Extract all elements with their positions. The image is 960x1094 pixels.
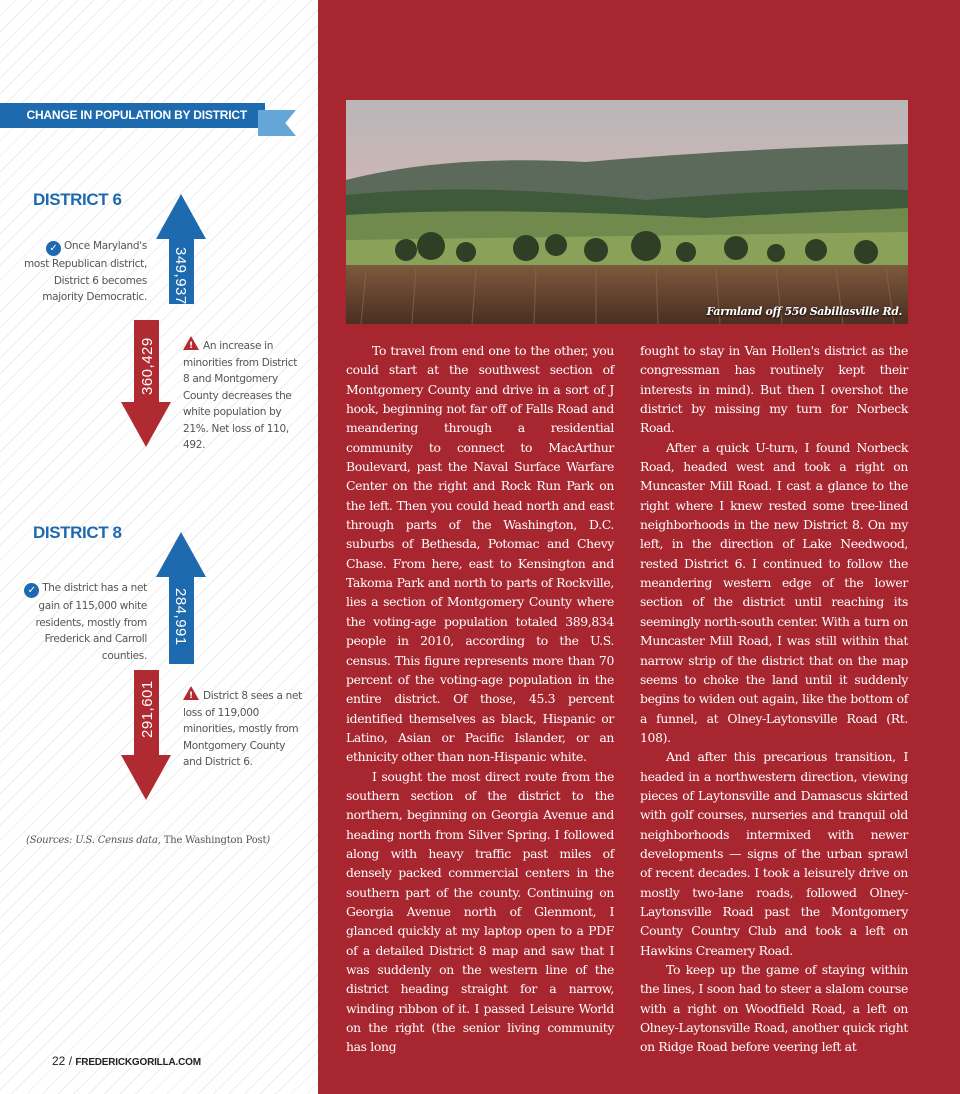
district-6-gain-note: [20, 238, 147, 306]
article-paragraph: And after this precarious transition, I headed in a northwestern direction, viewing pieces of Laytonsville and Damascus skirted with golf courses, nurseries and tranquil old neighborhoods intermixed with newer developments — signs of the urban sprawl of recent decades. I took a leisurely drive on mostly two-lane roads, followed Olney-Laytonsville Road past the Montgomery County Country Club and took a left on Hawkins Creamery Road.: [640, 749, 908, 958]
district-8-loss-value: 291,601: [139, 680, 156, 738]
district-6-gain-note-text: Once Maryland's most Republican district, District 6 becomes majority Democratic.: [23, 240, 147, 303]
article-paragraph: To travel from end one to the other, you could start at the southwest section of Montgomery County and drive in a sort of J hook, beginning not far off of Falls Road and meandering through a residential community to connect to MacArthur Boulevard, past the Naval Surface Warfare Center on the right and Rock Run Park on the left. Then you could head north and east through parts of the Washington, D.C. suburbs of Bethesda, Potomac and Chevy Chase. From here, east to Kensington and Takoma Park and north to parts of Rockville, lies a section of Montgomery County where the voting-age population totaled 389,834 people in 2010, according to the U.S. census. This figure represents more than 70 percent of the voting-age population in the entire district. Of those, 45.3 percent identified themselves as black, Hispanic or Latino, Asian or Pacific Islander, or an ethnicity other than non-Hispanic white.: [346, 343, 614, 765]
district-8-gain-value: 284,991: [172, 588, 189, 646]
district-6-title: DISTRICT 6: [33, 190, 122, 209]
farmland-photo: [346, 100, 908, 324]
article-paragraph: After a quick U-turn, I found Norbeck Road, headed west and took a right on Muncaster Mill Road. I cast a glance to the right where I knew rested some tree-lined neighborhoods in the new District 8. On my left, in the direction of Lake Needwood, rested District 6. I continued to follow the meandering western edge of the lower section of the district until reaching its seemingly north-south center. With a turn on Muncaster Mill Road, I was still within that narrow strip of the district that on the map seems to choke the land until it suddenly begins to widen out again, like the bottom of a funnel, at Olney-Laytonsville Road (Rt. 108).: [640, 439, 908, 745]
arrow-down-icon: [121, 402, 171, 447]
article-paragraph: I sought the most direct route from the southern section of the district to the northern, beginning on Georgia Avenue and heading north from Silver Spring. I followed along with heavy traffic past miles of densely packed commercial centers in the southern part of the county. Continuing on Georgia Avenue north of Glenmont, I glanced quickly at my laptop open to a PDF of a detailed District 8 map and saw that I was suddenly on the western line of the district heading straight for a narrow, winding ribbon of it. I passed Leisure World on the right (the senior living community has long: [346, 768, 614, 1055]
checkmark-icon: ✓: [24, 583, 39, 598]
district-8-gain-arrow: [156, 532, 207, 664]
sources-prefix: (Sources: U.S. Census data,: [26, 835, 161, 846]
section-banner-title: CHANGE IN POPULATION BY DISTRICT: [26, 108, 247, 122]
district-6-loss-note-text: An increase in minorities from District 8 and Montgomery County decreases the white population by 21%. Net loss of 110, 492.: [183, 340, 298, 451]
district-6-loss-arrow: [121, 320, 172, 447]
sources-suffix: ): [266, 835, 270, 846]
sources-publication: The Washington Post: [163, 835, 267, 846]
page-number: 22: [52, 1054, 66, 1068]
district-8-gain-note-text: The district has a net gain of 115,000 white residents, mostly from Frederick and Carroll counties.: [35, 582, 147, 662]
district-8-title: DISTRICT 8: [33, 523, 122, 542]
article-column-2: [640, 341, 908, 1057]
district-8-loss-note: [183, 686, 303, 771]
arrow-down-icon: [121, 755, 171, 800]
article-paragraph: To keep up the game of staying within the lines, I soon had to steer a slalom course with a right on Woodfield Road, a left on Olney-Laytonsville Road, another quick right on Ridge Road before veering left at: [640, 962, 908, 1055]
warning-icon: [183, 336, 199, 350]
sources-note: [26, 835, 270, 846]
article-column-1: [346, 341, 614, 1057]
arrow-up-icon: [156, 532, 206, 577]
page-separator: /: [68, 1054, 73, 1068]
warning-icon: [183, 686, 199, 700]
page-footer: [52, 1054, 201, 1068]
district-8-loss-note-text: District 8 sees a net loss of 119,000 minorities, mostly from Montgomery County and District 6.: [183, 690, 302, 768]
checkmark-icon: ✓: [46, 241, 61, 256]
site-url: FREDERICKGORILLA.COM: [75, 1057, 201, 1068]
district-6-gain-value: 349,937: [172, 247, 189, 305]
district-6-gain-arrow: [156, 194, 207, 304]
article-paragraph: fought to stay in Van Hollen's district as the congressman has routinely kept their interests in mind). But then I overshot the district by missing my turn for Norbeck Road.: [640, 343, 908, 436]
district-8-gain-note: [24, 580, 147, 664]
arrow-up-icon: [156, 194, 206, 239]
district-8-loss-arrow: [121, 670, 172, 800]
district-6-loss-note: [183, 336, 303, 454]
photo-caption: Farmland off 550 Sabillasville Rd.: [706, 305, 902, 318]
district-6-loss-value: 360,429: [139, 337, 156, 395]
